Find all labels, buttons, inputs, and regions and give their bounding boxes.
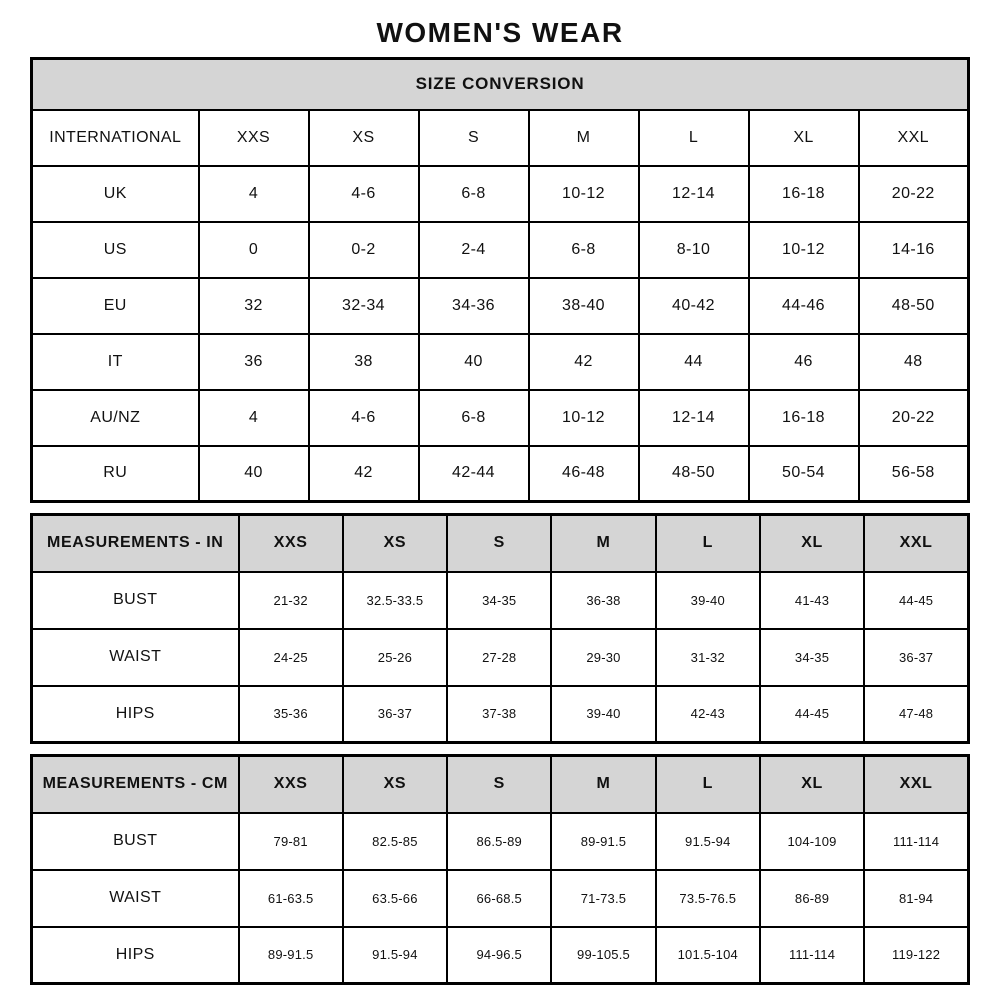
measurement-cell: 86.5-89 [447,813,551,870]
measurements-in-table [30,513,970,744]
size-cell: 12-14 [639,390,749,446]
table-row [32,686,969,743]
size-cell: 10-12 [529,390,639,446]
measurement-cell: 32.5-33.5 [343,572,447,629]
measurements_cm-header: MEASUREMENTS - CM [32,756,239,813]
row-label: AU/NZ [32,390,199,446]
measurement-cell: 111-114 [864,813,968,870]
size-conversion-title-row [32,59,969,110]
measurement-cell: 25-26 [343,629,447,686]
column-header-size: M [551,756,655,813]
size-cell: 32 [199,278,309,334]
measurement-cell: 34-35 [760,629,864,686]
measurement-cell: 24-25 [239,629,343,686]
measurement-cell: 94-96.5 [447,927,551,984]
size-cell: 20-22 [859,390,969,446]
measurement-cell: 89-91.5 [551,813,655,870]
page-title: WOMEN'S WEAR [376,16,624,48]
measurement-cell: 34-35 [447,572,551,629]
measurement-cell: 89-91.5 [239,927,343,984]
measurement-cell: 111-114 [760,927,864,984]
row-label: IT [32,334,199,390]
table-row [32,572,969,629]
measurement-cell: 29-30 [551,629,655,686]
size-cell: 6-8 [419,166,529,222]
size-cell: 6-8 [529,222,639,278]
column-header-size: XXL [859,110,969,166]
measurement-cell: 31-32 [656,629,760,686]
size-cell: 48 [859,334,969,390]
measurement-cell: 21-32 [239,572,343,629]
measurement-cell: 63.5-66 [343,870,447,927]
row-label: EU [32,278,199,334]
size-cell: 50-54 [749,446,859,502]
size-cell: 34-36 [419,278,529,334]
measurement-cell: 71-73.5 [551,870,655,927]
measurements-cm-table [30,754,970,985]
size-cell: 36 [199,334,309,390]
size-cell: 42 [529,334,639,390]
measurement-cell: 91.5-94 [656,813,760,870]
measurement-cell: 36-38 [551,572,655,629]
size-conversion-header: SIZE CONVERSION [32,59,969,110]
column-header-size: S [447,756,551,813]
column-header-size: XS [343,756,447,813]
measurements_in-header: MEASUREMENTS - IN [32,515,239,572]
measurement-cell: 101.5-104 [656,927,760,984]
row-label: BUST [32,813,239,870]
size-cell: 42-44 [419,446,529,502]
measurement-cell: 39-40 [551,686,655,743]
size-cell: 0 [199,222,309,278]
measurement-cell: 119-122 [864,927,968,984]
column-header-size: XL [749,110,859,166]
size-cell: 12-14 [639,166,749,222]
size-cell: 48-50 [639,446,749,502]
measurement-cell: 35-36 [239,686,343,743]
size-cell: 40 [199,446,309,502]
table-row [32,813,969,870]
size-cell: 4 [199,166,309,222]
size-cell: 6-8 [419,390,529,446]
size-cell: 16-18 [749,166,859,222]
column-header-size: L [656,756,760,813]
table-row [32,629,969,686]
measurement-cell: 36-37 [343,686,447,743]
size-cell: 48-50 [859,278,969,334]
measurements_in-header-row [32,515,969,572]
table-row [32,446,969,502]
column-header-size: XXL [864,756,968,813]
size-conversion-column-header-row [32,110,969,166]
size-cell: 32-34 [309,278,419,334]
table-row [32,166,969,222]
measurement-cell: 61-63.5 [239,870,343,927]
size-cell: 10-12 [529,166,639,222]
size-cell: 40 [419,334,529,390]
size-cell: 42 [309,446,419,502]
size-cell: 16-18 [749,390,859,446]
table-row [32,390,969,446]
measurement-cell: 27-28 [447,629,551,686]
size-cell: 14-16 [859,222,969,278]
column-header-size: XS [309,110,419,166]
measurement-cell: 79-81 [239,813,343,870]
column-header-size: XXS [239,756,343,813]
row-label: WAIST [32,870,239,927]
size-cell: 44 [639,334,749,390]
size-cell: 38-40 [529,278,639,334]
row-label: RU [32,446,199,502]
column-header-size: XXS [239,515,343,572]
measurement-cell: 99-105.5 [551,927,655,984]
table-row [32,927,969,984]
row-label: HIPS [32,686,239,743]
size-cell: 2-4 [419,222,529,278]
measurement-cell: 42-43 [656,686,760,743]
column-header-size: XS [343,515,447,572]
measurement-cell: 81-94 [864,870,968,927]
size-cell: 20-22 [859,166,969,222]
measurement-cell: 91.5-94 [343,927,447,984]
measurement-cell: 41-43 [760,572,864,629]
size-cell: 10-12 [749,222,859,278]
size-cell: 0-2 [309,222,419,278]
size-cell: 44-46 [749,278,859,334]
measurement-cell: 66-68.5 [447,870,551,927]
column-header-size: XL [760,756,864,813]
size-cell: 4 [199,390,309,446]
table-row [32,334,969,390]
size-cell: 40-42 [639,278,749,334]
measurement-cell: 36-37 [864,629,968,686]
measurement-cell: 44-45 [760,686,864,743]
row-label: BUST [32,572,239,629]
table-row [32,278,969,334]
column-header-size: XL [760,515,864,572]
size-cell: 4-6 [309,390,419,446]
measurement-cell: 86-89 [760,870,864,927]
row-label: UK [32,166,199,222]
row-label: HIPS [32,927,239,984]
size-cell: 8-10 [639,222,749,278]
column-header-size: L [656,515,760,572]
column-header-size: M [529,110,639,166]
column-header-international: INTERNATIONAL [32,110,199,166]
column-header-size: M [551,515,655,572]
column-header-size: XXS [199,110,309,166]
size-cell: 46 [749,334,859,390]
measurement-cell: 73.5-76.5 [656,870,760,927]
measurement-cell: 37-38 [447,686,551,743]
column-header-size: XXL [864,515,968,572]
measurements_cm-header-row [32,756,969,813]
size-cell: 56-58 [859,446,969,502]
size-cell: 46-48 [529,446,639,502]
row-label: US [32,222,199,278]
column-header-size: S [419,110,529,166]
size-cell: 38 [309,334,419,390]
measurement-cell: 82.5-85 [343,813,447,870]
size-conversion-table [30,57,970,503]
measurement-cell: 104-109 [760,813,864,870]
measurement-cell: 47-48 [864,686,968,743]
measurement-cell: 39-40 [656,572,760,629]
row-label: WAIST [32,629,239,686]
table-row [32,222,969,278]
column-header-size: L [639,110,749,166]
column-header-size: S [447,515,551,572]
size-cell: 4-6 [309,166,419,222]
table-row [32,870,969,927]
measurement-cell: 44-45 [864,572,968,629]
